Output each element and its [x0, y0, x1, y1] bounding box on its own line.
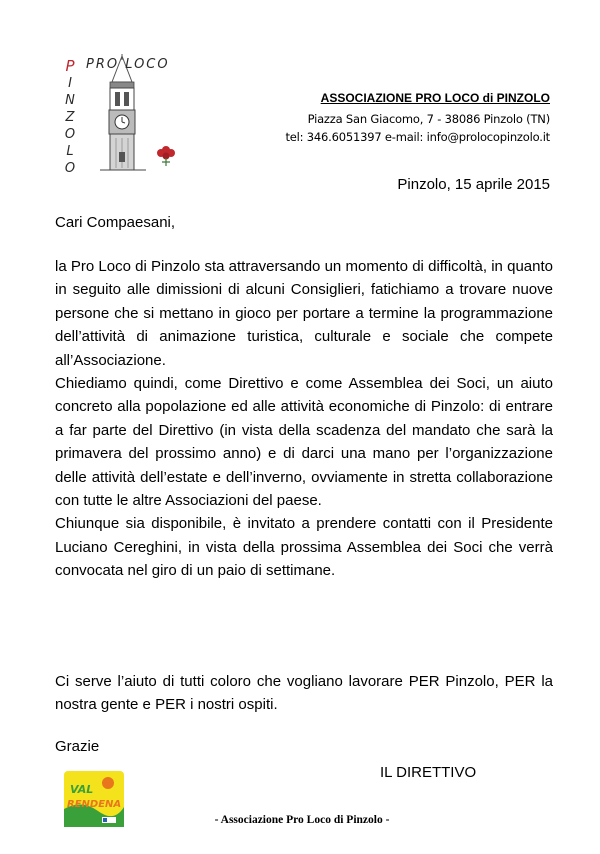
closing-text: Ci serve l’aiuto di tutti coloro che vogliano lavorare PER Pinzolo, PER la nostra gente e PER i nostri ospiti. [55, 673, 553, 714]
flower-icon [157, 146, 175, 166]
letter-body [55, 255, 553, 583]
letter-date: Pinzolo, 15 aprile 2015 [397, 176, 550, 193]
closing-paragraph [55, 670, 553, 717]
address-line: Piazza San Giacomo, 7 - 38086 Pinzolo (TN) [307, 112, 550, 126]
svg-text:RENDENA: RENDENA [67, 799, 122, 810]
contact-line: tel: 346.6051397 e-mail: info@prolocopinzolo.it [285, 130, 550, 144]
greeting: Cari Compaesani, [55, 214, 176, 231]
paragraph-1: la Pro Loco di Pinzolo sta attraversando un momento di difficoltà, in quanto in seguito alle dimissioni di alcuni Consiglieri, fatichiamo a trovare nuove persone che si mettano in gioco per portare a termine la programmazione dell’attività di animazione turistica, culturale e sociale che compete all’Associazione. [55, 258, 553, 369]
letterhead-info [286, 91, 551, 146]
logo-vertical-text: P I N Z O L O [64, 57, 76, 176]
footer [0, 814, 600, 826]
paragraph-3: Chiunque sia disponibile, è invitato a prendere contatti con il Presidente Luciano Cereghini, in vista della prossima Assemblea dei Soci che verrà convocata nel giro di un paio di settimane. [55, 515, 553, 580]
svg-text:VAL: VAL [70, 783, 94, 796]
paragraph-2: Chiediamo quindi, come Direttivo e come Assemblea dei Soci, un aiuto concreto alla popolazione ed alle attività economiche di Pinzolo: di entrare a far parte del Direttivo (in vista della scadenza del mandato che sarà la primavera del prossimo anno) e di darci una mano per l’organizzazione delle attività dell’estate e dell’inverno, ovviamente in stretta collaborazione con tutte le altre Associazioni del paese. [55, 375, 553, 510]
thanks: Grazie [55, 738, 100, 755]
logo-title: PRO LOCO [86, 57, 170, 72]
footer-text: - Associazione Pro Loco di Pinzolo - [214, 814, 390, 826]
association-name: ASSOCIAZIONE PRO LOCO di PINZOLO [320, 91, 550, 105]
signature: IL DIRETTIVO [380, 764, 477, 781]
